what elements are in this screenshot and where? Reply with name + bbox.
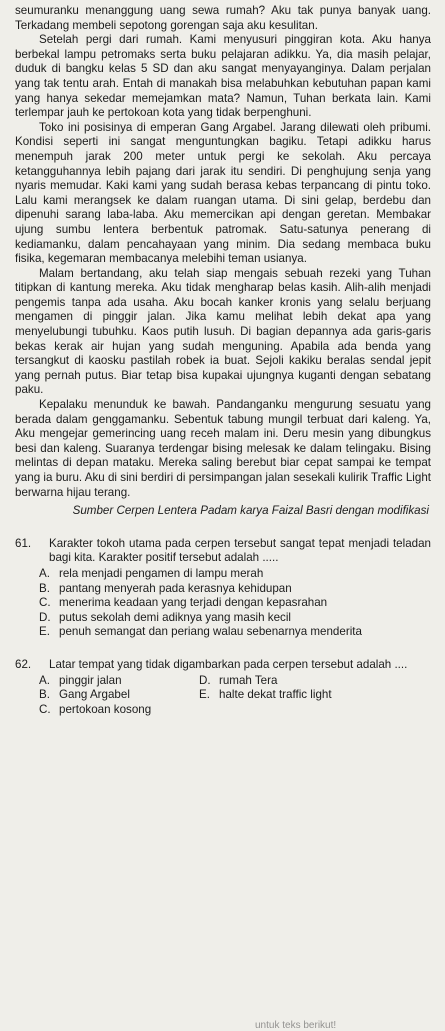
story-paragraph-3: Toko ini posisinya di emperan Gang Argabel. Jarang dilewati oleh pribumi. Kondisi seperti ini sangat menguntungkan bagiku. Tetapi adikku harus menempuh jarak 200 meter untuk pergi ke sekolah. Aku percaya ketangguhannya lebih pajang dari jarak itu sendiri. Di penghujung senja yang nyaris memudar. Kaki kami yang sudah berasa kebas terpancang di pintu toko. Lalu kami merangsek ke dalam ruangan utama. Di sini gelap, berdebu dan dipenuhi sarang laba-laba. Aku memercikan api dengan geretan. Membakar ujung sumbu lentera berbentuk patromak. Satu-satunya penerang di kediamanku, dalam pencahayaan yang minim. Dia sedang membaca buku fisika, kegemaran membacanya melebihi teman usianya. [15, 120, 431, 266]
option-letter: D. [39, 610, 51, 624]
option-text: pinggir jalan [59, 673, 122, 687]
option-letter: A. [39, 566, 50, 580]
option-text: pertokoan kosong [59, 702, 152, 716]
option-letter: E. [199, 688, 210, 702]
story-paragraph-4: Malam bertandang, aku telah siap mengais sebuah rezeki yang Tuhan titipkan di kantung mereka. Aku tidak mengharap belas kasih. Alih-alih menjadi pengemis tanpa ada usaha. Aku bocah kanker kronis yang selalu berjuang mengamen di pinggir jalan. Jika kamu melihat lebih dekat apa yang menyelubungi tubuhku. Kaos putih lusuh. Di bagian depannya ada garis-garis bekas kerak air hujan yang sudah menguning. Apabila ada benda yang tersangkut di kaosku pastilah robek ia buat. Sejoli kakiku beralas sendal jepit yang pernah putus. Biar tetap bisa kupakai ujungnya kuganti dengan sebatang paku. [15, 266, 431, 397]
option-letter: B. [39, 688, 50, 702]
option-62-e[interactable] [199, 688, 431, 703]
question-61-text: Karakter tokoh utama pada cerpen tersebut sangat tepat menjadi teladan bagi kita. Karakter positif tersebut adalah ..... [49, 536, 431, 565]
option-61-b[interactable] [39, 582, 431, 597]
question-62-number: 62. [15, 657, 32, 671]
option-text: putus sekolah demi adiknya yang masih kecil [59, 610, 291, 624]
footer-cut-text: untuk teks berikut! [255, 1020, 337, 1031]
question-62 [15, 658, 431, 717]
question-61 [15, 537, 431, 640]
option-letter: B. [39, 581, 50, 595]
option-62-b[interactable] [39, 688, 199, 703]
option-61-e[interactable] [39, 625, 431, 640]
option-letter: E. [39, 625, 50, 639]
story-paragraph-2: Setelah pergi dari rumah. Kami menyusuri pinggiran kota. Aku hanya berbekal lampu petromaks serta buku pelajaran adikku. Ya, dia masih pelajar, duduk di bangku kelas 5 SD dan aku sangat menyayanginya. Dalam perjalan yang tak tentu arah. Entah di manakah bisa melabuhkan kebutuhan papan kami yang hanya sekedar memejamkan mata? Namun, Tuhan berkata lain. Kami terlempar jauh ke pertokoan kota yang tidak berpenghuni. [15, 33, 431, 120]
option-text: pantang menyerah pada kerasnya kehidupan [59, 581, 292, 595]
question-61-number: 61. [15, 536, 32, 550]
story-source: Sumber Cerpen Lentera Padam karya Faizal Basri dengan modifikasi [72, 504, 429, 518]
option-text: rela menjadi pengamen di lampu merah [59, 566, 264, 580]
option-62-a[interactable] [39, 674, 199, 689]
option-text: menerima keadaan yang terjadi dengan kepasrahan [59, 596, 328, 610]
option-61-c[interactable] [39, 596, 431, 611]
option-61-d[interactable] [39, 611, 431, 626]
option-text: penuh semangat dan periang walau sebenarnya menderita [59, 625, 362, 639]
question-62-options [39, 674, 431, 718]
option-61-a[interactable] [39, 567, 431, 582]
story-paragraph-5: Kepalaku menunduk ke bawah. Pandanganku mengurung sesuatu yang berada dalam genggamanku. Sebentuk tabung mungil terbuat dari kaleng. Ya, Aku mengejar gemerincing uang receh malam ini. Deru mesin yang dibungkus besi dan kaleng. Suaranya terdengar bising melesak ke dalam telingaku. Bising melintas di depan mataku. Mereka saling berebut biar cepat sampai ke tempat yang ia buru. Aku di sini berdiri di persimpangan jalan sesekali kulirik Traffic Light berwarna hijau terang. [15, 398, 431, 499]
question-61-options [39, 567, 431, 640]
option-letter: D. [199, 673, 211, 687]
question-62-text: Latar tempat yang tidak digambarkan pada cerpen tersebut adalah .... [49, 657, 408, 671]
option-62-d[interactable] [199, 674, 431, 689]
story-paragraph-1: seumuranku menanggung uang sewa rumah? Aku tak punya banyak uang. Terkadang membeli sepotong gorengan saja aku kesulitan. [15, 4, 431, 32]
option-letter: C. [39, 702, 51, 716]
option-letter: C. [39, 596, 51, 610]
option-text: Gang Argabel [59, 688, 130, 702]
option-62-c[interactable] [39, 703, 199, 718]
option-letter: A. [39, 673, 50, 687]
option-text: halte dekat traffic light [219, 688, 332, 702]
option-text: rumah Tera [219, 673, 278, 687]
